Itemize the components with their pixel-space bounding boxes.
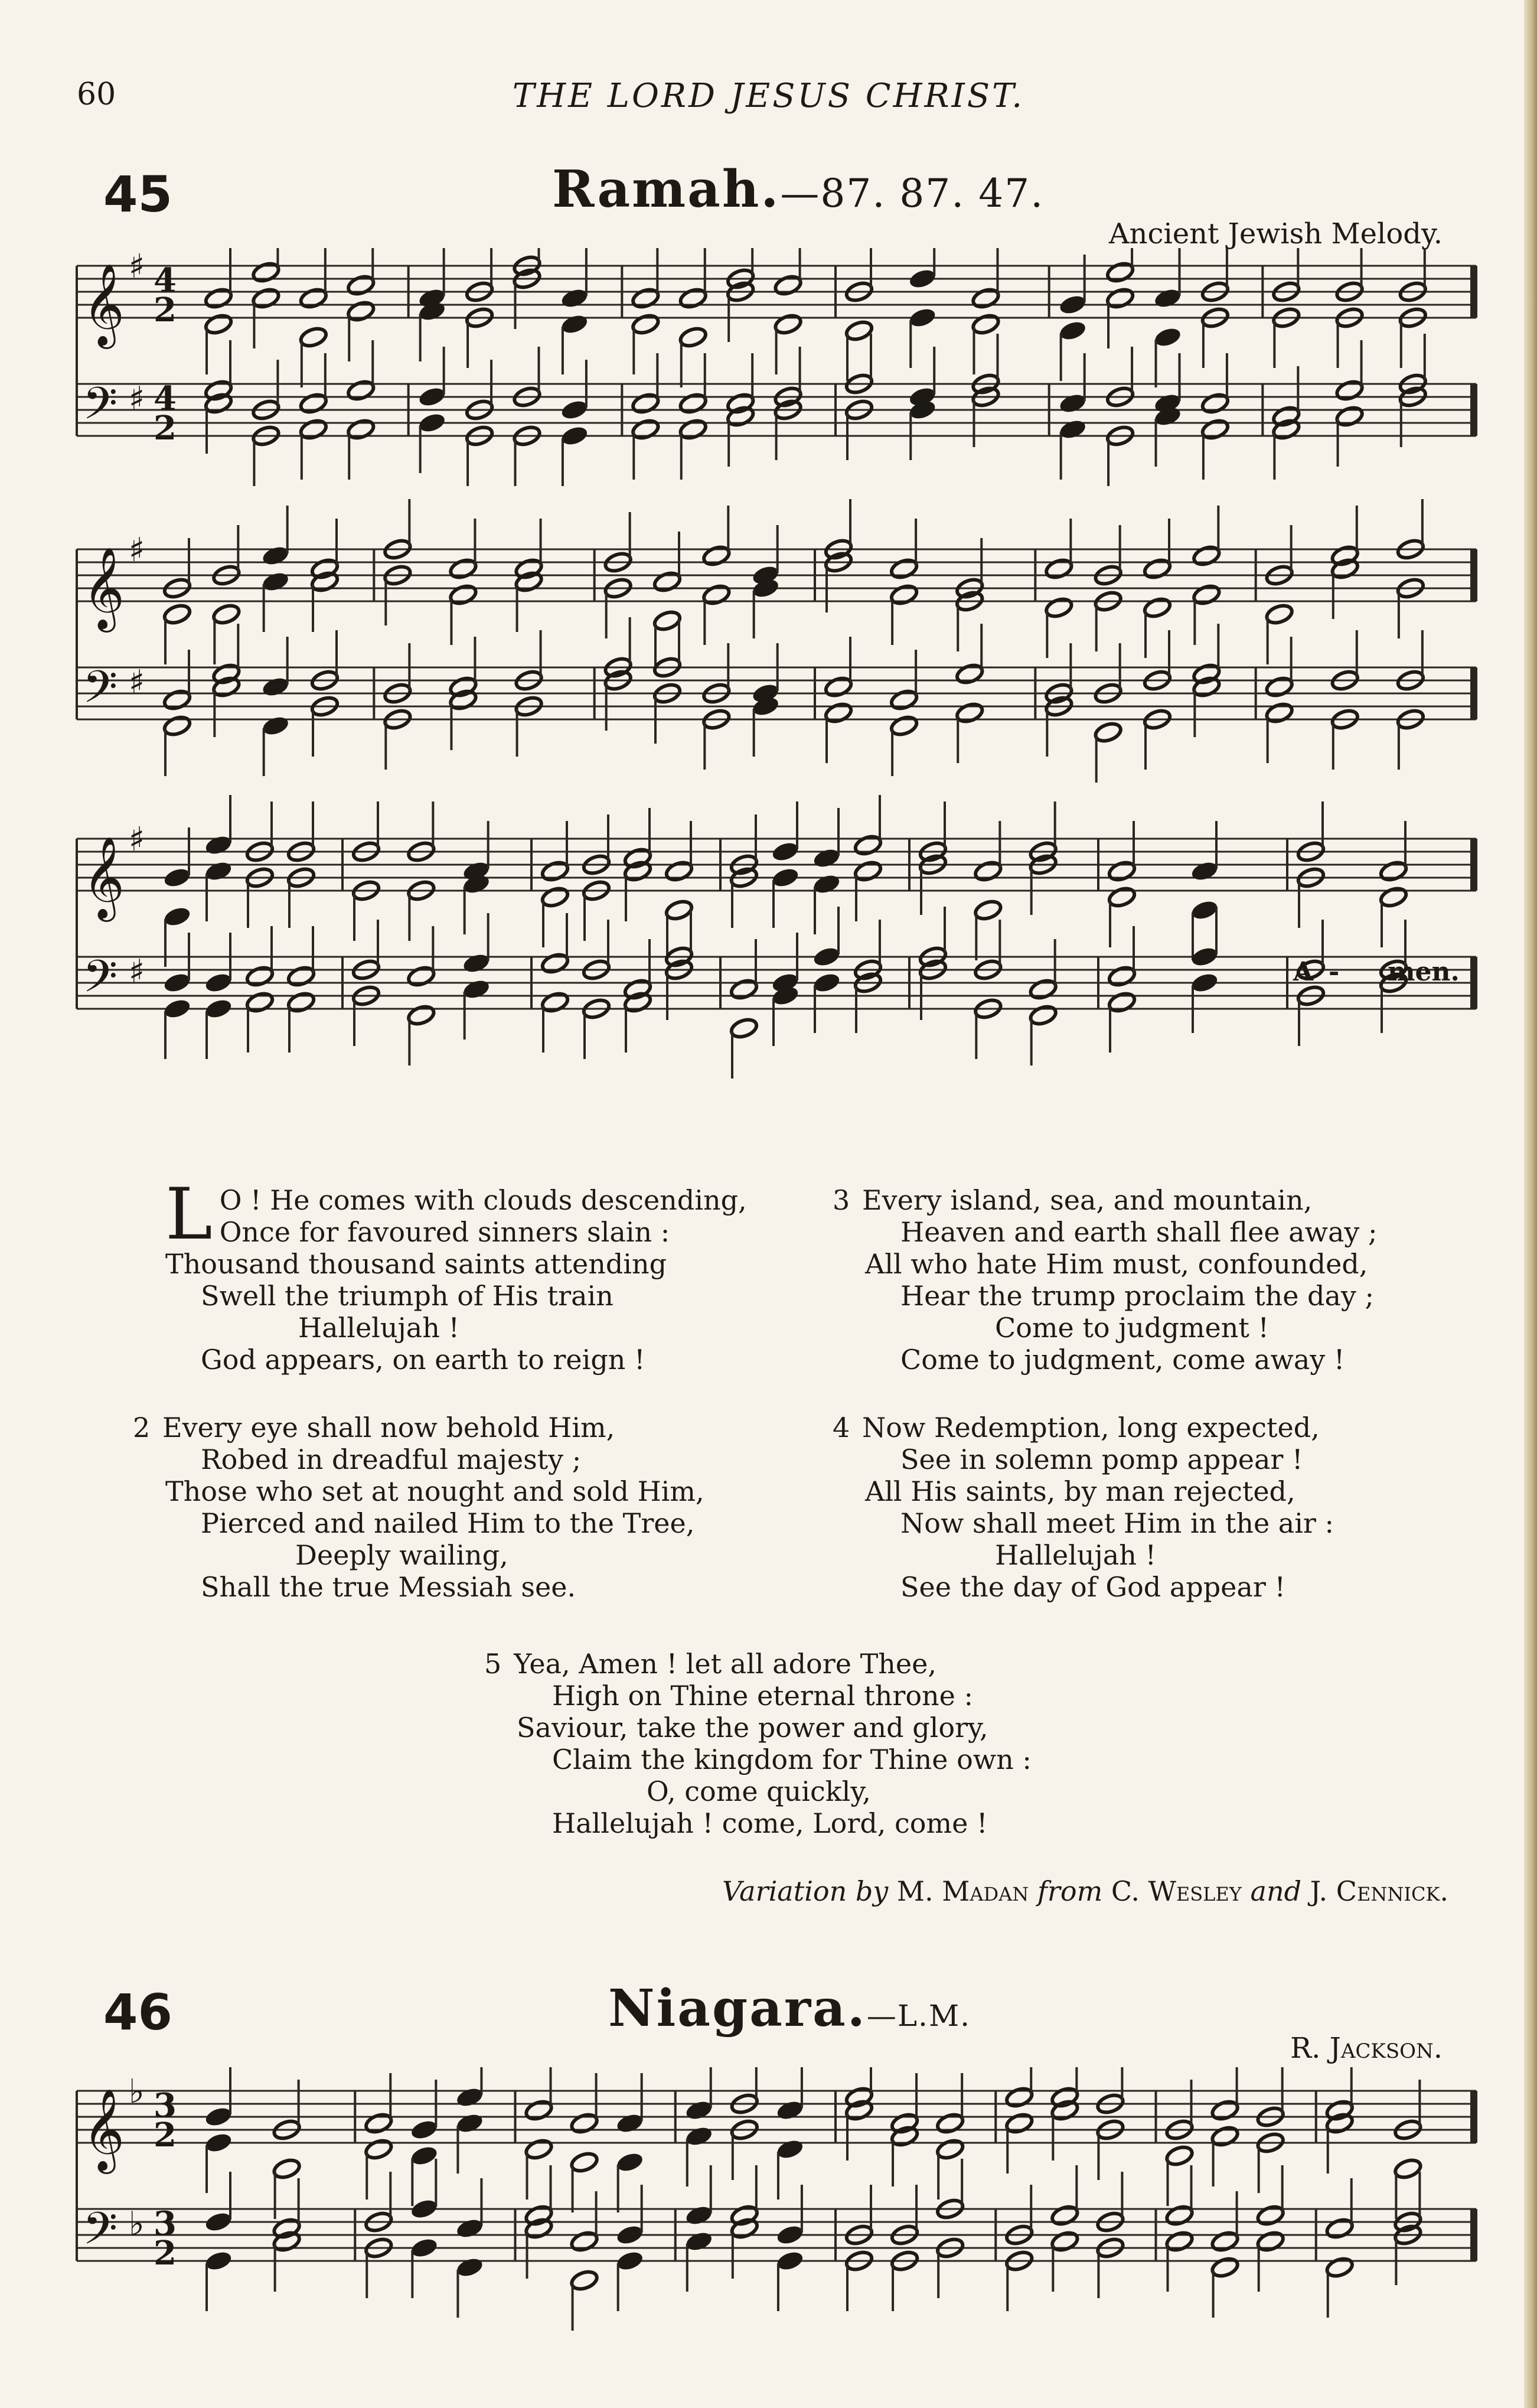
- tenor-note: [569, 2230, 599, 2253]
- soprano-note: [1105, 260, 1135, 284]
- key-signature-icon: ♭: [129, 2205, 145, 2243]
- alto-note: [1393, 2157, 1422, 2180]
- soprano-note: [652, 570, 682, 593]
- bass-note: [560, 424, 589, 447]
- bass-note: [286, 990, 316, 1014]
- soprano-note: [204, 833, 233, 856]
- bass-note: [729, 1016, 759, 1040]
- soprano-note: [448, 557, 478, 580]
- verse-line: Now shall meet Him in the air :: [900, 1507, 1334, 1539]
- alto-note: [631, 312, 660, 335]
- tenor-note: [286, 964, 316, 988]
- tenor-note: [299, 392, 328, 415]
- bass-note: [812, 971, 841, 994]
- bass-note: [615, 2249, 645, 2272]
- page-number: 60: [77, 77, 116, 112]
- bass-note: [1094, 721, 1123, 744]
- tenor-note: [631, 392, 660, 415]
- tenor-note: [775, 2223, 805, 2246]
- alto-note: [812, 872, 841, 895]
- key-signature-icon: ♭: [129, 2073, 145, 2111]
- bass-note: [455, 2256, 484, 2279]
- alto-note: [569, 2150, 599, 2174]
- bass-note: [1029, 1003, 1058, 1027]
- tenor-note: [409, 2197, 439, 2220]
- bass-note: [775, 2249, 805, 2272]
- verse-line: O ! He comes with clouds descending,: [219, 1184, 747, 1216]
- soprano-note: [1210, 2099, 1239, 2122]
- verse-line: Pierced and nailed Him to the Tree,: [201, 1507, 695, 1539]
- tenor-note: [1325, 2217, 1355, 2240]
- verse-line: See the day of God appear !: [900, 1571, 1285, 1603]
- tenor-note: [955, 662, 984, 685]
- alto-note: [701, 583, 731, 606]
- amen-syllable-men: men.: [1388, 957, 1460, 987]
- tenor-note: [1265, 675, 1294, 698]
- alto-note: [664, 898, 694, 921]
- bass-note: [1200, 418, 1230, 441]
- tenor-note: [684, 2204, 714, 2227]
- alto-note: [204, 2131, 233, 2154]
- tenor-note: [455, 2217, 484, 2240]
- tenor-note: [1050, 2204, 1079, 2227]
- alto-note: [678, 325, 708, 348]
- alto-note: [204, 859, 233, 882]
- score-systems: [77, 248, 1476, 1078]
- verse-line: Hallelujah ! come, Lord, come !: [552, 1807, 988, 1839]
- verse-line: Swell the triumph of His train: [201, 1280, 614, 1312]
- bass-note: [406, 1003, 436, 1027]
- hymn-number: 46: [103, 1983, 172, 2041]
- time-signature-top: 4: [154, 261, 177, 300]
- alto-note: [524, 2137, 553, 2161]
- time-signature-top: 3: [154, 2086, 177, 2125]
- alto-note: [1190, 898, 1219, 921]
- soprano-note: [701, 544, 731, 567]
- tenor-note: [204, 2210, 233, 2233]
- tune-heading: [608, 1979, 971, 2038]
- bass-note: [1050, 2230, 1079, 2253]
- alto-note: [261, 570, 291, 593]
- soprano-note: [1143, 557, 1172, 580]
- verse-5: [484, 1648, 1134, 1839]
- soprano-note: [812, 846, 841, 869]
- bass-note: [261, 714, 291, 737]
- tenor-note: [417, 385, 447, 408]
- alto-note: [204, 312, 233, 335]
- key-signature-icon: ♯: [129, 248, 145, 286]
- bass-note: [824, 701, 853, 724]
- soprano-note: [973, 859, 1003, 882]
- soprano-note: [971, 286, 1000, 309]
- alto-note: [448, 583, 478, 606]
- soprano-note: [346, 273, 376, 296]
- alto-note: [1143, 596, 1172, 619]
- alto-note: [346, 299, 376, 322]
- verse-line: Robed in dreadful majesty ;: [201, 1444, 582, 1475]
- time-signature-bottom: 2: [154, 2116, 177, 2155]
- soprano-note: [251, 260, 280, 284]
- verse-line: Every island, sea, and mountain,: [862, 1184, 1313, 1216]
- alto-note: [1105, 286, 1135, 309]
- soprano-note: [1004, 2086, 1034, 2109]
- score-systems: [77, 2067, 1476, 2331]
- soprano-note: [162, 866, 192, 889]
- treble-clef-icon: 𝄞: [83, 263, 125, 346]
- verse-line: All who hate Him must, confounded,: [865, 1248, 1368, 1280]
- credit-and: and: [1250, 1875, 1302, 1907]
- soprano-note: [204, 286, 233, 309]
- alto-note: [211, 602, 241, 625]
- tenor-note: [812, 945, 841, 968]
- verse-line: High on Thine eternal throne :: [552, 1680, 974, 1712]
- verse-line: Every eye shall now behold Him,: [162, 1412, 615, 1444]
- soprano-note: [615, 2112, 645, 2135]
- alto-note: [615, 2150, 645, 2174]
- soprano-note: [409, 2118, 439, 2141]
- bass-note: [678, 418, 708, 441]
- tenor-note: [1164, 2204, 1194, 2227]
- verse-line: O, come quickly,: [647, 1775, 871, 1807]
- verse-line: Thousand thousand saints attending: [165, 1248, 667, 1280]
- credit-author: M. Madan: [896, 1875, 1029, 1907]
- tune-meter: —87. 87. 47.: [780, 171, 1045, 216]
- credit-from: from: [1037, 1875, 1103, 1907]
- bass-note: [1107, 990, 1137, 1014]
- verse-number: 5: [484, 1648, 502, 1680]
- alto-note: [1044, 596, 1073, 619]
- verse-3: [833, 1184, 1458, 1376]
- alto-note: [1164, 2144, 1194, 2167]
- tenor-note: [1190, 945, 1219, 968]
- bass-note: [162, 997, 192, 1020]
- soprano-note: [261, 544, 291, 567]
- soprano-note: [1058, 293, 1088, 316]
- tune-name: Ramah.: [552, 159, 781, 219]
- verse-line: God appears, on earth to reign !: [201, 1344, 645, 1376]
- bass-note: [1265, 701, 1294, 724]
- soprano-note: [540, 859, 570, 882]
- bass-clef-icon: 𝄢: [83, 950, 118, 1014]
- tenor-note: [1200, 392, 1230, 415]
- key-signature-icon: ♯: [129, 663, 145, 702]
- amen-hyphen: -: [1329, 957, 1340, 987]
- verse-number: 4: [833, 1412, 850, 1444]
- bass-clef-icon: 𝄢: [83, 377, 118, 441]
- bass-note: [299, 418, 328, 441]
- running-title: THE LORD JESUS CHRIST.: [512, 77, 1025, 115]
- bass-note: [1334, 405, 1364, 428]
- soprano-note: [1379, 859, 1408, 882]
- alto-note: [1265, 602, 1294, 625]
- verse-2: [133, 1412, 782, 1603]
- tune-name: Niagara.: [608, 1979, 867, 2038]
- bass-note: [462, 977, 491, 1001]
- alto-note: [251, 286, 280, 309]
- soprano-note: [631, 286, 660, 309]
- soprano-note: [455, 2086, 484, 2109]
- verse-4: [833, 1412, 1458, 1603]
- bass-note: [1210, 2256, 1239, 2279]
- time-signature-bottom: 2: [154, 409, 177, 448]
- soprano-note: [1190, 859, 1219, 882]
- credit-author: J. Cennick.: [1310, 1875, 1448, 1907]
- soprano-note: [1153, 286, 1182, 309]
- soprano-note: [299, 286, 328, 309]
- verse-1: [165, 1174, 779, 1376]
- tenor-note: [729, 977, 759, 1001]
- verse-line: Now Redemption, long expected,: [862, 1412, 1320, 1444]
- soprano-note: [678, 286, 708, 309]
- tenor-note: [615, 2223, 645, 2246]
- soprano-note: [775, 2099, 805, 2122]
- soprano-note: [524, 2099, 553, 2122]
- bass-note: [204, 997, 233, 1020]
- verse-line: Heaven and earth shall flee away ;: [900, 1216, 1378, 1248]
- verse-line: Come to judgment, come away !: [900, 1344, 1345, 1376]
- tenor-note: [1029, 977, 1058, 1001]
- soprano-note: [664, 859, 694, 882]
- alto-note: [299, 325, 328, 348]
- key-signature-icon: ♯: [129, 953, 145, 991]
- soprano-note: [935, 2112, 965, 2135]
- alto-note: [1210, 2124, 1239, 2148]
- verse-line: Hallelujah !: [298, 1312, 459, 1344]
- verse-line: Claim the kingdom for Thine own :: [552, 1744, 1032, 1775]
- key-signature-icon: ♯: [129, 380, 145, 418]
- bass-note: [245, 990, 275, 1014]
- tenor-note: [406, 964, 436, 988]
- treble-clef-icon: 𝄞: [83, 2088, 125, 2171]
- bass-clef-icon: 𝄢: [83, 661, 118, 724]
- soprano-note: [364, 2112, 393, 2135]
- tenor-note: [678, 392, 708, 415]
- alto-note: [853, 859, 883, 882]
- verse-number: 2: [133, 1412, 151, 1444]
- time-signature-top: 4: [154, 379, 177, 418]
- alto-note: [455, 2112, 484, 2135]
- tune-heading: [552, 159, 1044, 219]
- bass-note: [955, 701, 984, 724]
- bass-note: [1325, 2256, 1355, 2279]
- verse-line: Those who set at nought and sold Him,: [165, 1475, 704, 1507]
- verse-line: Deeply wailing,: [295, 1539, 508, 1571]
- soprano-note: [771, 840, 800, 863]
- tenor-note: [346, 379, 376, 402]
- key-signature-icon: ♯: [129, 531, 145, 569]
- bass-note: [162, 714, 192, 737]
- tenor-note: [889, 688, 919, 711]
- bass-clef-icon: 𝄢: [83, 2202, 118, 2266]
- alto-note: [1153, 325, 1182, 348]
- bass-note: [204, 2249, 233, 2272]
- tenor-note: [1058, 392, 1088, 415]
- verse-line: Once for favoured sinners slain :: [219, 1216, 670, 1248]
- verse-line: Hallelujah !: [995, 1539, 1156, 1571]
- alto-note: [684, 2124, 714, 2148]
- alto-note: [775, 2137, 805, 2161]
- verse-line: Hear the trump proclaim the day ;: [900, 1280, 1375, 1312]
- bass-note: [346, 418, 376, 441]
- soprano-note: [853, 833, 883, 856]
- alto-note: [1379, 885, 1408, 908]
- verse-line: All His saints, by man rejected,: [865, 1475, 1295, 1507]
- tenor-note: [162, 971, 192, 994]
- verse-line: Shall the true Messiah see.: [201, 1571, 576, 1603]
- bass-note: [1058, 418, 1088, 441]
- bass-note: [1256, 2230, 1285, 2253]
- tenor-note: [162, 688, 192, 711]
- verse-line: Yea, Amen ! let all adore Thee,: [514, 1648, 936, 1680]
- tenor-note: [1210, 2230, 1239, 2253]
- composer: Ancient Jewish Melody.: [1108, 217, 1443, 250]
- hymn-number: 45: [103, 165, 172, 223]
- alto-note: [560, 312, 589, 335]
- tenor-note: [1334, 379, 1364, 402]
- soprano-note: [908, 267, 937, 290]
- alto-note: [1004, 2112, 1034, 2135]
- tenor-note: [261, 675, 291, 698]
- time-signature-bottom: 2: [154, 291, 177, 330]
- soprano-note: [1107, 859, 1137, 882]
- music-score-ramah: [0, 248, 1537, 1122]
- soprano-note: [204, 2105, 233, 2128]
- alto-note: [162, 602, 192, 625]
- alto-note: [973, 898, 1003, 921]
- bass-note: [631, 418, 660, 441]
- alto-note: [971, 312, 1000, 335]
- alto-note: [272, 2157, 302, 2180]
- alto-note: [771, 866, 800, 889]
- tenor-note: [204, 971, 233, 994]
- soprano-note: [1192, 544, 1221, 567]
- alto-note: [773, 312, 802, 335]
- amen-syllable-a: A: [1293, 957, 1314, 987]
- alto-note: [844, 319, 874, 342]
- soprano-note: [773, 273, 802, 296]
- tune-meter: —L.M.: [866, 1999, 971, 2033]
- tenor-note: [245, 964, 275, 988]
- soprano-note: [889, 557, 919, 580]
- bass-note: [1190, 971, 1219, 994]
- time-signature-top: 3: [154, 2204, 177, 2243]
- bass-note: [417, 411, 447, 434]
- alto-note: [935, 2137, 965, 2161]
- verse-number: 3: [833, 1184, 850, 1216]
- alto-note: [652, 609, 682, 632]
- alto-note: [1107, 885, 1137, 908]
- alto-note: [1058, 319, 1088, 342]
- alto-note: [364, 2137, 393, 2161]
- time-signature-bottom: 2: [154, 2234, 177, 2273]
- key-signature-icon: ♯: [129, 820, 145, 859]
- tenor-note: [560, 398, 589, 421]
- alto-note: [409, 2144, 439, 2167]
- credit-variation: Variation by: [722, 1875, 889, 1907]
- running-header: [0, 77, 1537, 118]
- alto-note: [908, 306, 937, 329]
- treble-clef-icon: 𝄞: [83, 547, 125, 629]
- bass-note: [540, 990, 570, 1014]
- attribution: [445, 1875, 1448, 1907]
- verse-line: Saviour, take the power and glory,: [517, 1712, 988, 1744]
- treble-clef-icon: 𝄞: [83, 836, 125, 918]
- alto-note: [540, 885, 570, 908]
- alto-note: [1192, 583, 1221, 606]
- verse-line: See in solemn pomp appear !: [900, 1444, 1303, 1475]
- soprano-note: [684, 2099, 714, 2122]
- soprano-note: [569, 2112, 599, 2135]
- alto-note: [162, 905, 192, 928]
- verse-line: Come to judgment !: [995, 1312, 1269, 1344]
- credit-author: C. Wesley: [1111, 1875, 1242, 1907]
- tenor-note: [824, 675, 853, 698]
- tenor-note: [1107, 964, 1137, 988]
- bass-note: [889, 714, 919, 737]
- tenor-note: [462, 952, 491, 975]
- tenor-note: [540, 952, 570, 975]
- tenor-note: [1256, 2204, 1285, 2227]
- bass-note: [409, 2236, 439, 2259]
- alto-note: [889, 583, 919, 606]
- composer: R. Jackson.: [1290, 2032, 1443, 2065]
- bass-note: [1164, 2230, 1194, 2253]
- bass-note: [569, 2269, 599, 2292]
- music-score-niagara: [0, 2067, 1537, 2408]
- soprano-note: [1044, 557, 1073, 580]
- drop-cap: L: [165, 1174, 213, 1256]
- bass-note: [684, 2230, 714, 2253]
- soprano-note: [560, 286, 589, 309]
